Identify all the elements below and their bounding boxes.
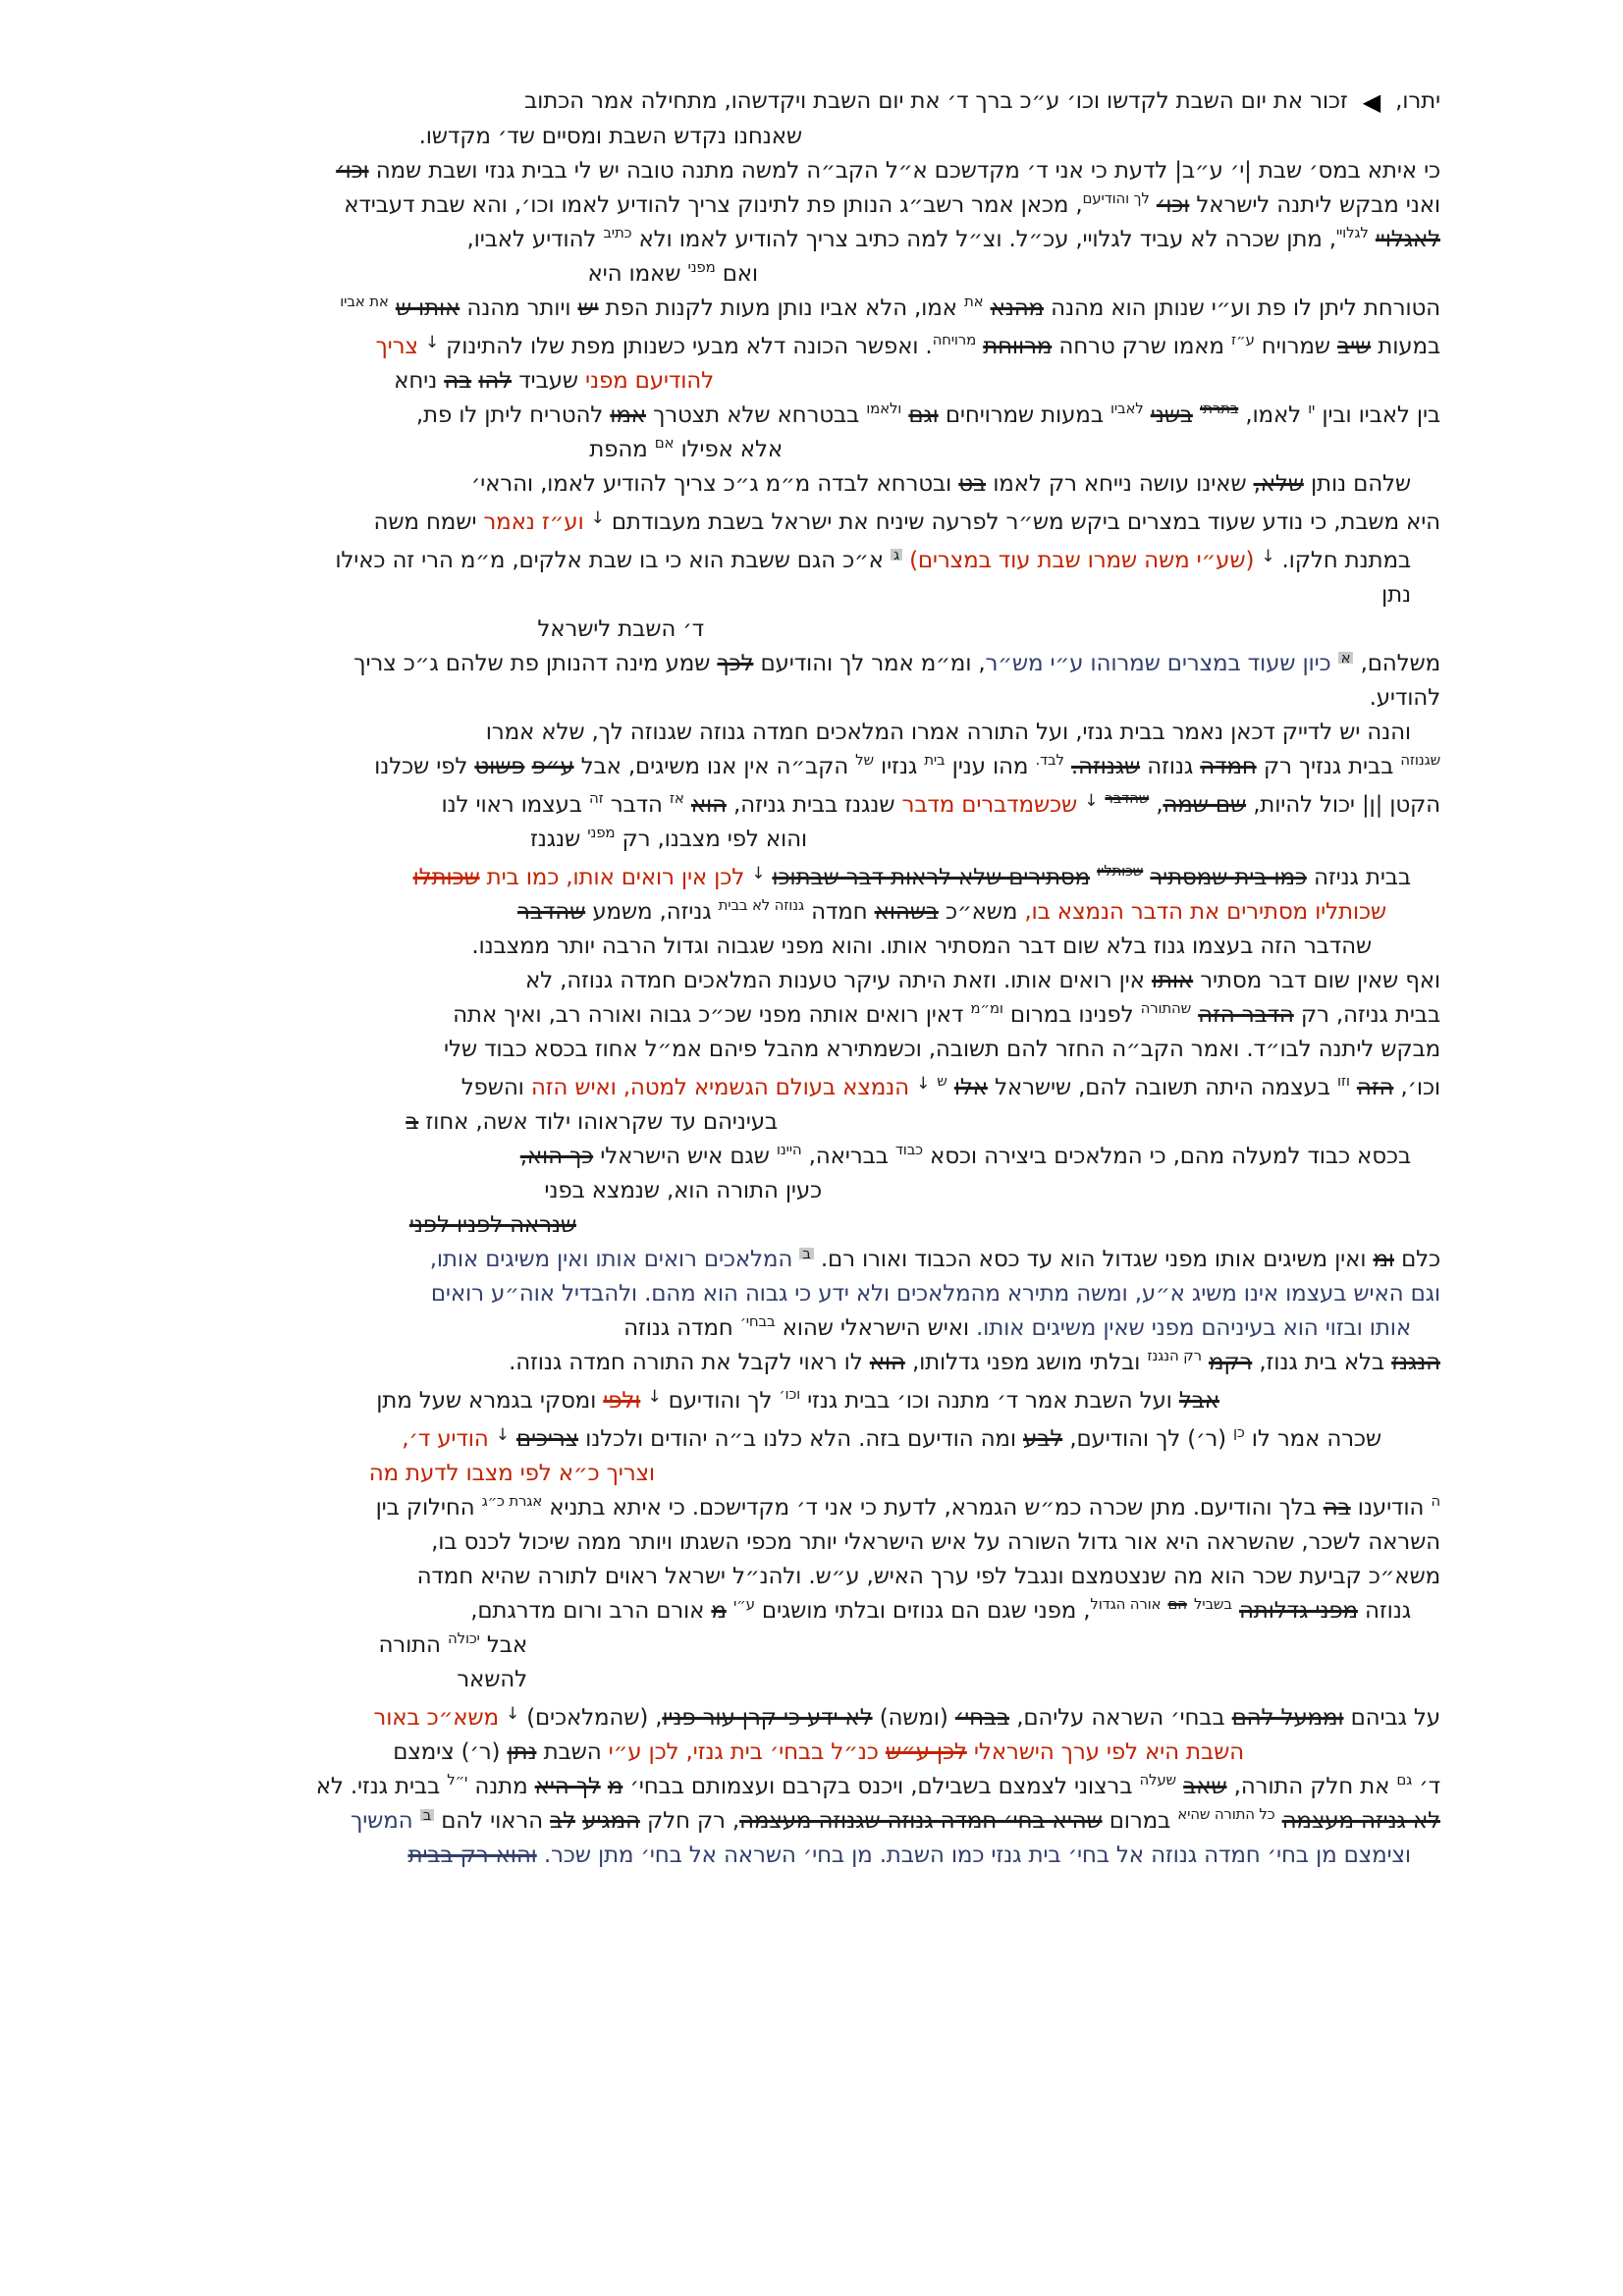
text-segment: אמו, הלא אביו נותן מעות לקנות הפת bbox=[605, 295, 957, 321]
reference-letter-badge: א bbox=[1338, 652, 1354, 664]
deleted-text: שנראה לפניו לפני bbox=[408, 1212, 576, 1238]
text-segment: , רק חלק bbox=[646, 1808, 740, 1834]
deleted-superscript-text: הם bbox=[1167, 1595, 1187, 1613]
red-addition-text: צריך bbox=[375, 334, 418, 359]
manuscript-text-column bbox=[309, 84, 1440, 1873]
blue-addition-text: המלאכים רואים אותו ואין משיגים אותו, bbox=[429, 1247, 793, 1272]
text-segment: שהדבר הזה בעצמו גנוז בלא שום דבר המסתיר אותו. והוא מפני שגבוה וגדול הרבה יותר ממצבנו. bbox=[471, 934, 1372, 959]
text-segment: שלהם נותן bbox=[1310, 471, 1411, 497]
inserted-superscript-text: מפני bbox=[587, 824, 616, 841]
text-segment: שגם איש הישראלי bbox=[600, 1144, 770, 1169]
text-line bbox=[309, 1457, 655, 1491]
red-addition-text: כנ״ל בבחי׳ בית גנזי, לכן ע״י bbox=[608, 1739, 879, 1765]
text-segment: ישמח משה bbox=[373, 509, 477, 535]
text-segment: על גביהם bbox=[1350, 1705, 1440, 1731]
inserted-superscript-text: ע״י bbox=[732, 1595, 755, 1613]
deleted-text: כך הוא, bbox=[519, 1144, 594, 1169]
text-segment: ואני מבקש ליתנה לישראל bbox=[1196, 192, 1440, 218]
text-segment: שנגנז בבית גניזה, bbox=[733, 792, 895, 818]
text-line bbox=[309, 613, 704, 647]
text-line bbox=[309, 823, 807, 857]
inserted-superscript-text: אם bbox=[654, 434, 675, 452]
text-line bbox=[309, 750, 1440, 784]
deleted-text: אבל bbox=[1178, 1388, 1219, 1414]
red-addition-text: וצריך כ״א לפי מצבו לדעת מה bbox=[368, 1461, 655, 1486]
deleted-text: וכו׳ bbox=[336, 158, 369, 184]
blue-addition-text: אותו ובזוי הוא בעיניהם מפני שאין משיגים אותו. bbox=[976, 1315, 1411, 1341]
text-segment: זכור את יום השבת לקדשו וכו׳ ע״כ ברך ד׳ את יום השבת ויקדשהו, מתחילה אמר הכתוב bbox=[524, 88, 1348, 114]
inserted-superscript-text: כבוד bbox=[894, 1141, 923, 1158]
text-segment: , מתן שכרה לא עביד לגלויי, עכ״ל. וצ״ל למה כתיב צריך להודיע לאמו ולא bbox=[638, 227, 1336, 252]
text-segment: הדבר bbox=[610, 792, 663, 818]
text-line bbox=[309, 223, 1440, 257]
blue-addition-text: המשיך bbox=[351, 1808, 413, 1834]
deleted-text: כמו בית שמסתיר bbox=[1150, 865, 1307, 890]
inserted-superscript-text: לגלויי bbox=[1335, 224, 1369, 241]
text-segment: מתנה bbox=[474, 1774, 528, 1799]
text-line bbox=[309, 292, 1440, 326]
deleted-text: מהנא bbox=[990, 295, 1044, 321]
insertion-arrow-icon: ↓ bbox=[1084, 791, 1099, 811]
text-line bbox=[309, 1770, 1440, 1804]
inserted-superscript-text: רק הנגנז bbox=[1147, 1347, 1202, 1364]
red-addition-text: וע״ז נאמר bbox=[483, 509, 584, 535]
text-segment: במתנת חלקו. bbox=[1281, 548, 1411, 573]
text-segment: ניחא bbox=[394, 368, 438, 394]
inserted-superscript-text: ע״ז bbox=[1230, 331, 1255, 348]
text-segment: בעצמה היתה תשובה להם, שישראל bbox=[995, 1075, 1330, 1100]
text-segment: (ר׳) צימצם bbox=[393, 1739, 501, 1765]
inserted-superscript-text: שהתורה bbox=[1140, 999, 1192, 1017]
text-segment: א״כ הגם ששבת הוא כי בו שבת אלקים, מ״מ הרי זה כאילו נתן bbox=[335, 548, 1411, 608]
deleted-red-addition-text: לכן ע״ש bbox=[885, 1739, 967, 1765]
text-line bbox=[309, 1174, 822, 1208]
text-segment: לפי שכלנו bbox=[374, 754, 468, 779]
deleted-text: וגם bbox=[908, 402, 939, 428]
text-segment: , bbox=[1156, 792, 1163, 818]
text-segment: ואין משיגים אותו מפני שגדול הוא עד כסא הכבוד ואורו רם. bbox=[820, 1247, 1367, 1272]
deleted-text: מרווחת bbox=[983, 334, 1053, 359]
text-line bbox=[309, 120, 802, 154]
deleted-text: להו bbox=[478, 368, 513, 394]
text-segment: את חלק התורה, bbox=[1233, 1774, 1390, 1799]
text-segment: כעין התורה הוא, שנמצא בפני bbox=[544, 1178, 822, 1203]
deleted-text: צריכים bbox=[515, 1426, 579, 1452]
text-line bbox=[309, 1697, 1440, 1735]
text-segment: גנוזה bbox=[1147, 754, 1194, 779]
deleted-superscript-text: בתרתי bbox=[1200, 400, 1239, 417]
text-segment: ועל השבת אמר ד׳ מתנה וכו׳ בבית גנזי bbox=[807, 1388, 1172, 1414]
deleted-text: המגיע bbox=[582, 1808, 640, 1834]
text-segment: בבחי׳ השראה עליהם, bbox=[1016, 1705, 1225, 1731]
inserted-superscript-text: לך והודיעם bbox=[1082, 189, 1150, 207]
deleted-text: ומ bbox=[1373, 1247, 1394, 1272]
text-segment: שכרה אמר לו bbox=[1251, 1426, 1381, 1452]
text-segment: הראוי להם bbox=[441, 1808, 543, 1834]
text-segment: (ומשה) bbox=[879, 1705, 948, 1731]
inserted-superscript-text: יו bbox=[1308, 400, 1316, 417]
deleted-blue-addition-text: והוא רק בבית bbox=[407, 1842, 537, 1868]
text-segment: במרום bbox=[1109, 1808, 1171, 1834]
text-segment: גניזה, משמע bbox=[592, 899, 712, 925]
deleted-text: ע״פ bbox=[531, 754, 574, 779]
deleted-superscript-text: שהדבר bbox=[1105, 789, 1150, 807]
text-segment: היא משבת, כי נודע שעוד במצרים ביקש מש״ר לפרעה שיניח את ישראל בשבת מעבודתם bbox=[611, 509, 1440, 535]
text-line bbox=[309, 1380, 1219, 1418]
deleted-text: וממעל להם bbox=[1231, 1705, 1344, 1731]
deleted-text: בבחי׳ bbox=[954, 1705, 1010, 1731]
inserted-superscript-text: גם bbox=[1396, 1771, 1413, 1789]
text-segment: לך והודיעם bbox=[668, 1388, 773, 1414]
text-line bbox=[309, 1067, 1440, 1105]
text-segment: משלהם, bbox=[1360, 651, 1440, 676]
text-segment: להטריח ליתן לו פת, bbox=[415, 402, 604, 428]
deleted-text: לאגלויי bbox=[1375, 227, 1440, 252]
text-segment: מאמו שרק טרחה bbox=[1058, 334, 1224, 359]
insertion-arrow-icon: ↓ bbox=[424, 333, 439, 352]
text-segment: החילוק בין bbox=[375, 1495, 475, 1521]
text-segment: בעצמו ראוי לנו bbox=[441, 792, 582, 818]
blue-addition-text: וגם האיש בעצמו אינו משיג א״ע, ומשה מתירא מהמלאכים ולא ידע כי גבוה הוא מהם. ולהבדיל אוה״ע רואים bbox=[430, 1281, 1440, 1307]
text-segment: בבית גנזי. לא bbox=[315, 1774, 441, 1799]
red-addition-text: משא״כ באור bbox=[373, 1705, 499, 1731]
text-segment: השראה לשכר, שהשראה היא אור גדול השורה על איש הישראלי יותר מכפי השגתו ויותר ממה שיכול לכנס בו, bbox=[431, 1529, 1440, 1555]
deleted-text: ב bbox=[406, 1109, 419, 1135]
red-addition-text: שכשמדברים מדבר bbox=[901, 792, 1078, 818]
inserted-superscript-text: שגנוזה bbox=[1400, 751, 1440, 769]
text-line bbox=[309, 188, 1440, 223]
text-line bbox=[309, 1311, 1411, 1346]
paragraph-marker-icon: ◀ bbox=[1362, 88, 1381, 116]
inserted-superscript-text: ומ״מ bbox=[970, 999, 1003, 1017]
text-segment: השבת bbox=[543, 1739, 602, 1765]
reference-letter-badge: ב bbox=[799, 1248, 813, 1259]
inserted-superscript-text: של bbox=[855, 751, 874, 769]
text-segment: אלא אפילו bbox=[680, 437, 783, 462]
text-segment: חמדה גנוזה bbox=[623, 1315, 733, 1341]
text-segment: חמדה bbox=[811, 899, 868, 925]
text-segment: ובלתי מושג מפני גדלותו, bbox=[911, 1350, 1141, 1375]
text-line bbox=[309, 998, 1440, 1033]
deleted-text: מ bbox=[607, 1774, 623, 1799]
deleted-text: מ bbox=[711, 1598, 727, 1624]
text-segment: , מפני שגם הם גנוזים ובלתי מושגים bbox=[761, 1598, 1091, 1624]
inserted-superscript-text: וזו bbox=[1336, 1072, 1350, 1090]
text-segment: ואף שאין שום דבר מסתיר bbox=[1200, 968, 1440, 993]
deleted-text: בה bbox=[444, 368, 472, 394]
text-segment: ויותר מהנה bbox=[466, 295, 571, 321]
text-segment: לאמו, bbox=[1245, 402, 1302, 428]
inserted-superscript-text: י״ל bbox=[447, 1771, 468, 1789]
deleted-text: לא גניזה מעצמה bbox=[1281, 1808, 1440, 1834]
inserted-superscript-text: כן bbox=[1233, 1423, 1245, 1441]
inserted-superscript-text: את bbox=[963, 293, 984, 310]
insertion-arrow-icon: ↓ bbox=[506, 1704, 520, 1724]
text-segment: ד׳ bbox=[1419, 1774, 1440, 1799]
text-segment: מבקש ליתנה לבו״ד. ואמר הקב״ה החזר להם תשובה, וכשמתירא מהבל פיהם אמ״ל אחוז בכסא כבוד שלי bbox=[444, 1037, 1440, 1062]
deleted-text: וכו׳ bbox=[1156, 192, 1190, 218]
text-line bbox=[309, 399, 1440, 433]
text-segment: מהפת bbox=[589, 437, 648, 462]
inserted-superscript-text: מרויחה bbox=[932, 331, 977, 348]
inserted-superscript-text: אגרת כ״ג bbox=[481, 1492, 543, 1510]
deleted-text: פשוט bbox=[474, 754, 525, 779]
text-segment: במעות שמרויחים bbox=[945, 402, 1104, 428]
text-segment: אבל bbox=[486, 1632, 527, 1658]
inserted-superscript-text: בשביל bbox=[1193, 1595, 1232, 1613]
deleted-text: לב bbox=[550, 1808, 576, 1834]
text-line bbox=[309, 502, 1440, 540]
text-line bbox=[309, 1140, 1411, 1174]
text-line bbox=[309, 433, 783, 467]
deleted-text: הוא bbox=[869, 1350, 905, 1375]
text-segment: בין לאביו ובין bbox=[1322, 402, 1440, 428]
text-segment: בבית גניזה bbox=[1314, 865, 1411, 890]
deleted-text: רקמ bbox=[1208, 1350, 1253, 1375]
text-segment: יתרו, bbox=[1395, 88, 1440, 114]
blue-addition-text: כיון שעוד במצרים שמרוהו ע״י מש״ר bbox=[985, 651, 1331, 676]
text-segment: שמרויח bbox=[1261, 334, 1330, 359]
text-line bbox=[309, 1346, 1440, 1380]
deleted-text: נתן bbox=[507, 1739, 537, 1765]
text-line bbox=[309, 1208, 576, 1243]
text-segment: ומה הודיעם בזה. הלא כלנו ב״ה יהודים ולכלנו bbox=[585, 1426, 1016, 1452]
inserted-superscript-text: אורה הגדול bbox=[1090, 1595, 1162, 1613]
deleted-text: בשהוא bbox=[874, 899, 939, 925]
inserted-superscript-text: היינו bbox=[776, 1141, 802, 1158]
inserted-superscript-text: לאביו bbox=[1109, 400, 1144, 417]
text-segment: דאין רואים אותה מפני שכ״כ גבוה ואורה רב, ואיך אתה bbox=[453, 1002, 964, 1028]
text-line bbox=[309, 540, 1411, 613]
deleted-text: שם שמה bbox=[1163, 792, 1247, 818]
text-line bbox=[309, 1491, 1440, 1525]
deleted-red-addition-text: שכותלו bbox=[412, 865, 480, 890]
deleted-text: שאב bbox=[1183, 1774, 1227, 1799]
text-line bbox=[309, 857, 1411, 895]
text-line bbox=[309, 1033, 1440, 1067]
deleted-text: שלא, bbox=[1253, 471, 1304, 497]
text-segment: והוא לפי מצבנו, רק bbox=[622, 827, 807, 852]
deleted-text: מפני גדלותה bbox=[1238, 1598, 1358, 1624]
text-segment: בלא בית גנוז, bbox=[1259, 1350, 1384, 1375]
insertion-arrow-icon: ↓ bbox=[495, 1425, 510, 1445]
text-segment: משא״כ bbox=[946, 899, 1018, 925]
text-segment: בלך והודיעם. מתן שכרה כמ״ש הגמרא, לדעת כי אני ד׳ מקדישכם. כי איתא בתניא bbox=[549, 1495, 1317, 1521]
inserted-superscript-text: ולאמו bbox=[866, 400, 902, 417]
deleted-text: הזה bbox=[1356, 1075, 1394, 1100]
text-segment: , מכאן אמר רשב״ג הנותן פת לתינוק צריך להודיע לאמו וכו׳, והא שבת דעבידא bbox=[344, 192, 1083, 218]
text-segment: משא״כ קביעת שכר הוא מה שנצטמצם ונגבל לפי ערך האיש, ע״ש. ולהנ״ל ישראל ראוים לתורה שהיא חמדה bbox=[416, 1564, 1440, 1589]
text-line bbox=[309, 1525, 1440, 1560]
text-segment: וכו׳, bbox=[1400, 1075, 1440, 1100]
deleted-text: לבע bbox=[1023, 1426, 1063, 1452]
deleted-text: שיב bbox=[1337, 334, 1372, 359]
blue-addition-text: וצימצם מן בחי׳ חמדה גנוזה אל בחי׳ בית גנזי כמו השבת. מן בחי׳ השראה אל בחי׳ מתן שכר. bbox=[543, 1842, 1411, 1868]
text-segment: הקטן |ן| יכול להיות, bbox=[1253, 792, 1440, 818]
text-line bbox=[309, 1839, 1411, 1873]
insertion-arrow-icon: ↓ bbox=[751, 864, 766, 883]
text-segment: ובטרחא לבדה מ״מ ג״כ צריך להודיע לאמו, והראי׳ bbox=[470, 471, 952, 497]
text-segment: ואיש הישראלי שהוא bbox=[782, 1315, 969, 1341]
text-segment: כי איתא במס׳ שבת |י׳ ע״ב| לדעת כי אני ד׳ מקדשכם א״ל הקב״ה למשה מתנה טובה יש לי בבית גנזי ושבת שמה bbox=[375, 158, 1440, 184]
text-segment: כלם bbox=[1401, 1247, 1440, 1272]
deleted-superscript-text: שכותליו bbox=[1097, 862, 1144, 880]
text-line bbox=[309, 895, 1386, 930]
insertion-arrow-icon: ↓ bbox=[590, 508, 605, 528]
text-line bbox=[309, 964, 1440, 998]
text-segment: ד׳ השבת לישראל bbox=[537, 616, 704, 642]
text-line bbox=[309, 84, 1440, 120]
red-addition-text: (שע״י משה שמרו שבת עוד במצרים) bbox=[909, 548, 1255, 573]
text-line bbox=[309, 1243, 1440, 1277]
inserted-superscript-text: לבד. bbox=[1035, 751, 1064, 769]
text-segment: שמע מינה דהנותן פת שלהם ג״כ צריך להודיע. bbox=[353, 651, 1440, 711]
text-segment: לו ראוי לקבל את התורה חמדה גנוזה. bbox=[509, 1350, 863, 1375]
deleted-text: הוא bbox=[690, 792, 727, 818]
red-addition-text: הודיע ד׳, bbox=[402, 1426, 489, 1452]
text-line bbox=[309, 1804, 1440, 1839]
text-segment: התורה להשאר bbox=[378, 1632, 527, 1692]
text-line bbox=[309, 257, 758, 292]
text-segment: ברצוני לצמצם בשבילם, ויכנס בקרבם ועצמותם בבחי׳ bbox=[629, 1774, 1133, 1799]
text-segment: גנזיו bbox=[881, 754, 918, 779]
text-segment: הודיענו bbox=[1357, 1495, 1425, 1521]
text-segment: במעות bbox=[1378, 334, 1440, 359]
text-segment: הטורחת ליתן לו פת וע״י שנותן הוא מהנה bbox=[1051, 295, 1440, 321]
deleted-text: שהיא בחי׳ חמדה גנוזה שגנוזה מעצמה bbox=[739, 1808, 1103, 1834]
deleted-text: בט bbox=[958, 471, 987, 497]
text-segment: אורם הרב ורום מדרגתם, bbox=[470, 1598, 705, 1624]
inserted-superscript-text: גנוזה לא בבית bbox=[718, 896, 804, 914]
inserted-superscript-text: שעלה bbox=[1139, 1771, 1176, 1789]
inserted-superscript-text: יכולה bbox=[448, 1629, 480, 1647]
red-addition-text: לכן אין רואים אותו, כמו בית bbox=[486, 865, 745, 890]
inserted-superscript-text: וכו׳ bbox=[779, 1385, 800, 1403]
deleted-text: שהדבר bbox=[517, 899, 586, 925]
text-segment: , (שהמלאכים) bbox=[526, 1705, 663, 1731]
text-segment: הקב״ה אין אנו משיגים, אבל bbox=[580, 754, 849, 779]
deleted-text: בשני bbox=[1150, 402, 1193, 428]
text-line bbox=[309, 930, 1372, 964]
text-segment: להודיע לאביו, bbox=[466, 227, 597, 252]
inserted-superscript-text: בבחי׳ bbox=[739, 1312, 776, 1330]
inserted-superscript-text: זה bbox=[588, 789, 604, 807]
red-addition-text: שכותליו מסתירים את הדבר הנמצא בו, bbox=[1024, 899, 1386, 925]
insertion-arrow-icon: ↓ bbox=[647, 1387, 662, 1407]
text-segment: . ואפשר הכונה דלא מבעי כשנותן מפת שלו להתינוק bbox=[446, 334, 933, 359]
text-line bbox=[309, 1594, 1411, 1629]
deleted-text: חמדה bbox=[1200, 754, 1257, 779]
insertion-arrow-icon: ↓ bbox=[1261, 547, 1275, 566]
inserted-superscript-text: אז bbox=[669, 789, 684, 807]
deleted-text: לכך bbox=[717, 651, 754, 676]
text-line bbox=[309, 1105, 778, 1140]
text-line bbox=[309, 154, 1440, 188]
text-line bbox=[309, 1418, 1381, 1457]
deleted-text: מסתירים שלא לראות דבר שבתוכו bbox=[772, 865, 1091, 890]
text-line bbox=[309, 467, 1411, 502]
text-segment: בבית גניזה, רק bbox=[1300, 1002, 1440, 1028]
text-line bbox=[309, 647, 1440, 716]
text-segment: בעיניהם עד שקראוהו ילוד אשה, אחוז bbox=[425, 1109, 778, 1135]
text-segment: בבטרחא שלא תצטרך bbox=[653, 402, 860, 428]
text-line bbox=[309, 716, 1411, 750]
deleted-text: שגנוזה. bbox=[1070, 754, 1141, 779]
text-segment: והנה יש לדייק דכאן נאמר בבית גנזי, ועל התורה אמרו המלאכים חמדה גנוזה שגנוזה לך, שלא אמרו bbox=[485, 720, 1411, 745]
text-segment: שאינו עושה נייחא רק לאמו bbox=[993, 471, 1247, 497]
deleted-text: לא ידע כי קרן עור פניו bbox=[662, 1705, 873, 1731]
deleted-red-addition-text: ולפי bbox=[603, 1388, 641, 1414]
red-addition-text: השבת היא לפי ערך הישראלי bbox=[973, 1739, 1244, 1765]
text-segment: בכסא כבוד למעלה מהם, כי המלאכים ביצירה וכסא bbox=[930, 1144, 1411, 1169]
text-segment: , ומ״מ אמר לך והודיעם bbox=[760, 651, 986, 676]
inserted-superscript-text: ה bbox=[1431, 1492, 1440, 1510]
text-line bbox=[309, 1735, 1244, 1770]
text-segment: ומסקי בגמרא שעל מתן bbox=[376, 1388, 597, 1414]
reference-letter-badge: ב bbox=[420, 1809, 434, 1821]
deleted-text: אותו ש bbox=[395, 295, 460, 321]
text-line bbox=[309, 1560, 1440, 1594]
text-segment: בבריאה, bbox=[808, 1144, 889, 1169]
reference-letter-badge: ג bbox=[891, 549, 902, 561]
text-segment: גנוזה bbox=[1365, 1598, 1411, 1624]
text-segment: שנגנז bbox=[529, 827, 581, 852]
text-segment: בבית גנזיך רק bbox=[1263, 754, 1394, 779]
deleted-text: יש bbox=[577, 295, 599, 321]
text-segment: שאמו היא bbox=[587, 261, 681, 287]
text-segment: לפנינו במרום bbox=[1009, 1002, 1134, 1028]
deleted-text: אותו bbox=[1151, 968, 1194, 993]
deleted-text: לך היא bbox=[534, 1774, 601, 1799]
inserted-superscript-text: כל התורה שהיא bbox=[1177, 1805, 1275, 1823]
text-line bbox=[309, 364, 714, 399]
insertion-arrow-icon: ↓ bbox=[916, 1074, 931, 1094]
text-segment: אין רואים אותו. וזאת היתה עיקר טענות המלאכים חמדה גנוזה, לא bbox=[524, 968, 1145, 993]
text-line bbox=[309, 1629, 527, 1697]
deleted-text: הדבר הזה bbox=[1198, 1002, 1294, 1028]
inserted-superscript-text: מפני bbox=[687, 258, 716, 276]
text-segment: והשפל bbox=[460, 1075, 524, 1100]
deleted-text: הנגנז bbox=[1391, 1350, 1440, 1375]
text-segment: שעביד bbox=[518, 368, 578, 394]
text-line bbox=[309, 1277, 1440, 1311]
text-segment: (ר׳) לך והודיעם, bbox=[1069, 1426, 1226, 1452]
text-segment: מהו ענין bbox=[951, 754, 1029, 779]
red-addition-text: להודיעם מפני bbox=[585, 368, 714, 394]
text-segment: ואם bbox=[722, 261, 758, 287]
inserted-superscript-text: ש bbox=[937, 1072, 947, 1090]
inserted-superscript-text: בית bbox=[924, 751, 946, 769]
deleted-text: אמו bbox=[610, 402, 646, 428]
red-addition-text: הנמצא בעולם הגשמיא למטה, ואיש הזה bbox=[530, 1075, 909, 1100]
text-segment: שאנחנו נקדש השבת ומסיים שד׳ מקדשו. bbox=[418, 124, 802, 149]
text-line bbox=[309, 326, 1440, 364]
deleted-text: אלו bbox=[953, 1075, 988, 1100]
inserted-superscript-text: את אביו bbox=[340, 293, 389, 310]
inserted-superscript-text: כתיב bbox=[603, 224, 632, 241]
text-line bbox=[309, 784, 1440, 823]
deleted-text: בה bbox=[1323, 1495, 1351, 1521]
